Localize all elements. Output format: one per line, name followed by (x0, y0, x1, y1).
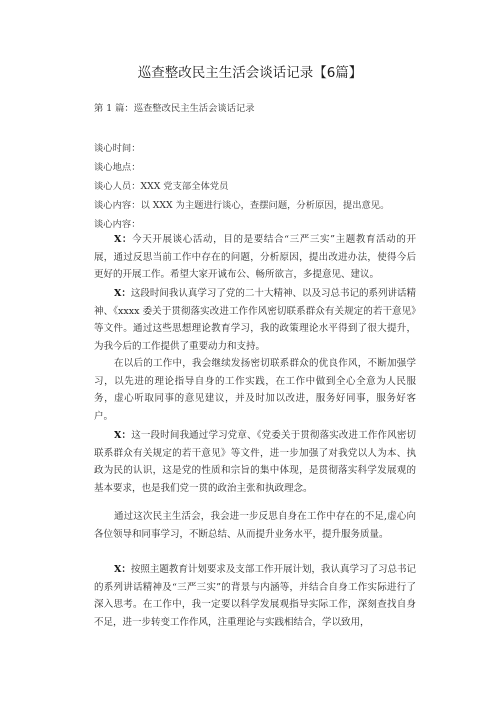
paragraph-text: 这一段时间我通过学习党章、《党委关于贯彻落实改进工作作风密切联系群众有关规定的若干意见》等文件，进一步加强了对我党以人为本、执政为民的认识，这是党的性质和宗旨的集中体现，是贯彻落实科学发展观的基本要求，也是我们党一贯的政治主张和执政理念。 (94, 430, 416, 494)
meta-time: 谈心时间： (94, 143, 141, 154)
speaker-label: X： (114, 234, 133, 245)
paragraph-text: 在以后的工作中，我会继续发扬密切联系群众的优良作风，不断加强学习，以先进的理论指导自身的工作实践，在工作中做到全心全意为人民服务，虚心听取同事的意见建议，并及时加以改进，服务好同事，服务好客户。 (94, 358, 416, 422)
paragraph-text: 按照主题教育计划要求及支部工作开展计划，我认真学习了习总书记的系列讲话精神及“三严三实”的背景与内涵等，并结合自身工作实际进行了深入思考。在工作中，我一定要以科学发展观指导实际工作，深刻查找自身不足，进一步转变工作作风，注重理论与实践相结合，学以致用， (94, 564, 416, 628)
paragraph (94, 561, 416, 631)
speaker-label: X： (114, 564, 131, 575)
paragraph-text: 今天开展谈心活动，目的是要结合“三严三实”主题教育活动的开展，通过反思当前工作中存在的问题，分析原因，提出改进办法，使得今后更好的开展工作。希望大家开诚布公、畅所欲言，多提意见、建议。 (94, 234, 417, 281)
speaker-label: X： (114, 288, 131, 299)
paragraph-text: 通过这次民主生活会，我会进一步反思自身在工作中存在的不足,虚心向各位领导和同事学习，不断总结、从而提升业务水平，提升服务质量。 (94, 511, 416, 540)
paragraph (94, 508, 416, 543)
section-heading: 第 1 篇：巡查整改民主生活会谈话记录 (94, 103, 255, 114)
meta-content-description: 谈心内容：以 XXX 为主题进行谈心，查摆问题，分析原因，提出意见。 (94, 200, 390, 211)
meta-place: 谈心地点： (94, 162, 141, 173)
speaker-label: X： (114, 430, 132, 441)
paragraph (94, 427, 416, 497)
document-title: 巡查整改民主生活会谈话记录【6篇】 (137, 65, 363, 81)
paragraph (94, 231, 416, 284)
paragraph (94, 355, 416, 425)
paragraph (94, 285, 416, 355)
meta-people: 谈心人员：XXX 党支部全体党员 (94, 181, 229, 192)
meta-content-label: 谈心内容： (94, 219, 141, 230)
paragraph-text: 这段时间我认真学习了党的二十大精神、以及习总书记的系列讲话精神、《xxxx 委关于贯彻落实改进工作作风密切联系群众有关规定的若干意见》等文件。通过这些思想理论教育学习，我的政策理论水平得到了很大提升，为我今后的工作提供了重要动力和支持。 (94, 288, 416, 352)
